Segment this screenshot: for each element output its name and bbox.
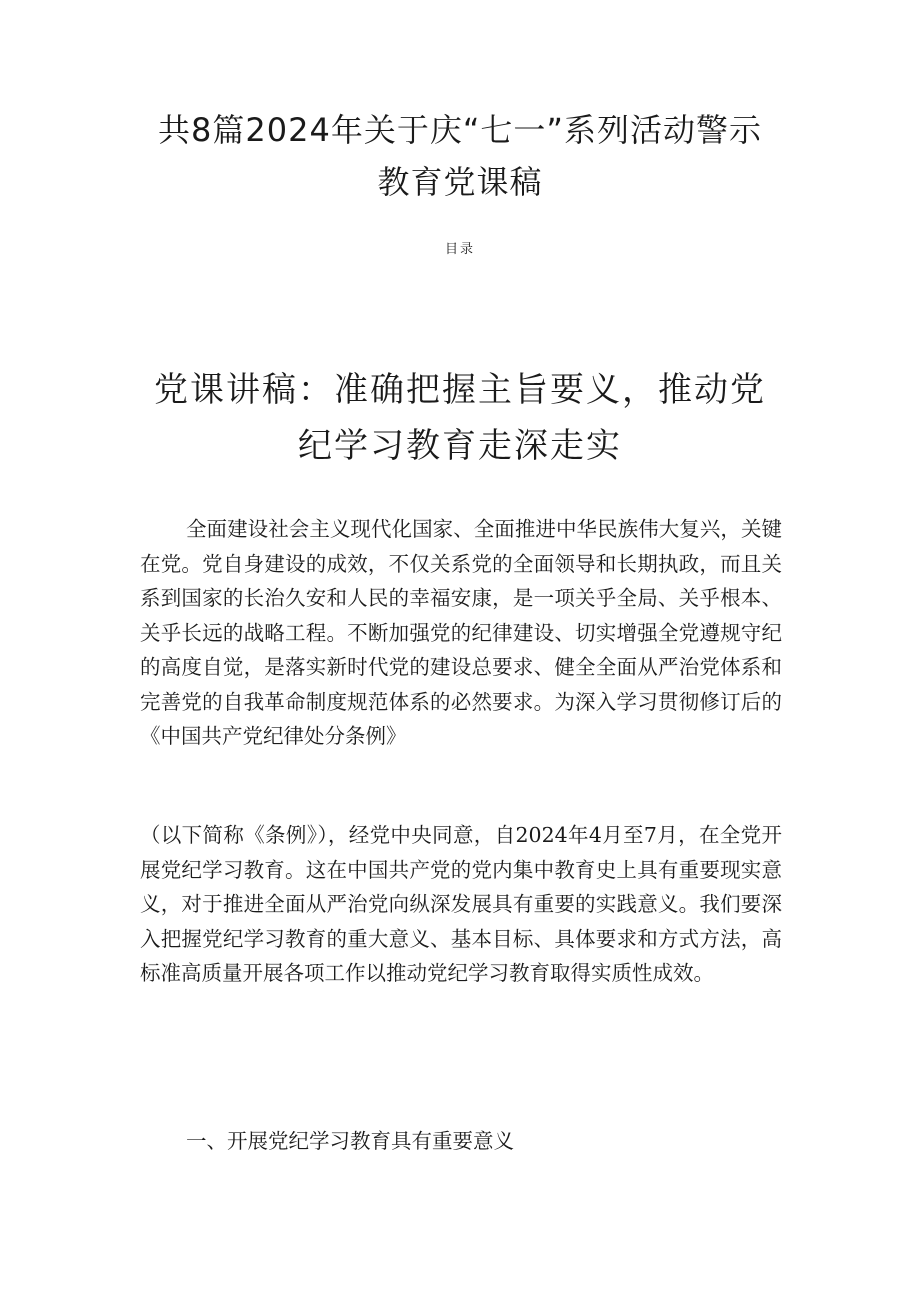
article-title: 党课讲稿：准确把握主旨要义，推动党纪学习教育走深走实 <box>154 370 766 466</box>
document-title: 共8篇2024年关于庆“七一”系列活动警示教育党课稿 <box>158 111 762 201</box>
table-of-contents-label: 目录 <box>444 242 475 257</box>
body-paragraph: （以下简称《条例》），经党中央同意，自2024年4月至7月，在全党开展党纪学习教育。这在中国共产党的党内集中教育史上具有重要现实意义，对于推进全面从严治党向纵深发展具有重要的实践意义。我们要深入把握党纪学习教育的重大意义、基本目标、具体要求和方式方法，高标准高质量开展各项工作以推动党纪学习教育取得实质性成效。 <box>140 823 782 985</box>
section-heading: 一、开展党纪学习教育具有重要意义 <box>186 1129 514 1153</box>
body-paragraph: 全面建设社会主义现代化国家、全面推进中华民族伟大复兴，关键在党。党自身建设的成效，不仅关系党的全面领导和长期执政，而且关系到国家的长治久安和人民的幸福安康，是一项关乎全局、关乎根本、关乎长远的战略工程。不断加强党的纪律建设、切实增强全党遵规守纪的高度自觉，是落实新时代党的建设总要求、健全全面从严治党体系和完善党的自我革命制度规范体系的必然要求。为深入学习贯彻修订后的《中国共产党纪律处分条例》 <box>140 517 782 748</box>
